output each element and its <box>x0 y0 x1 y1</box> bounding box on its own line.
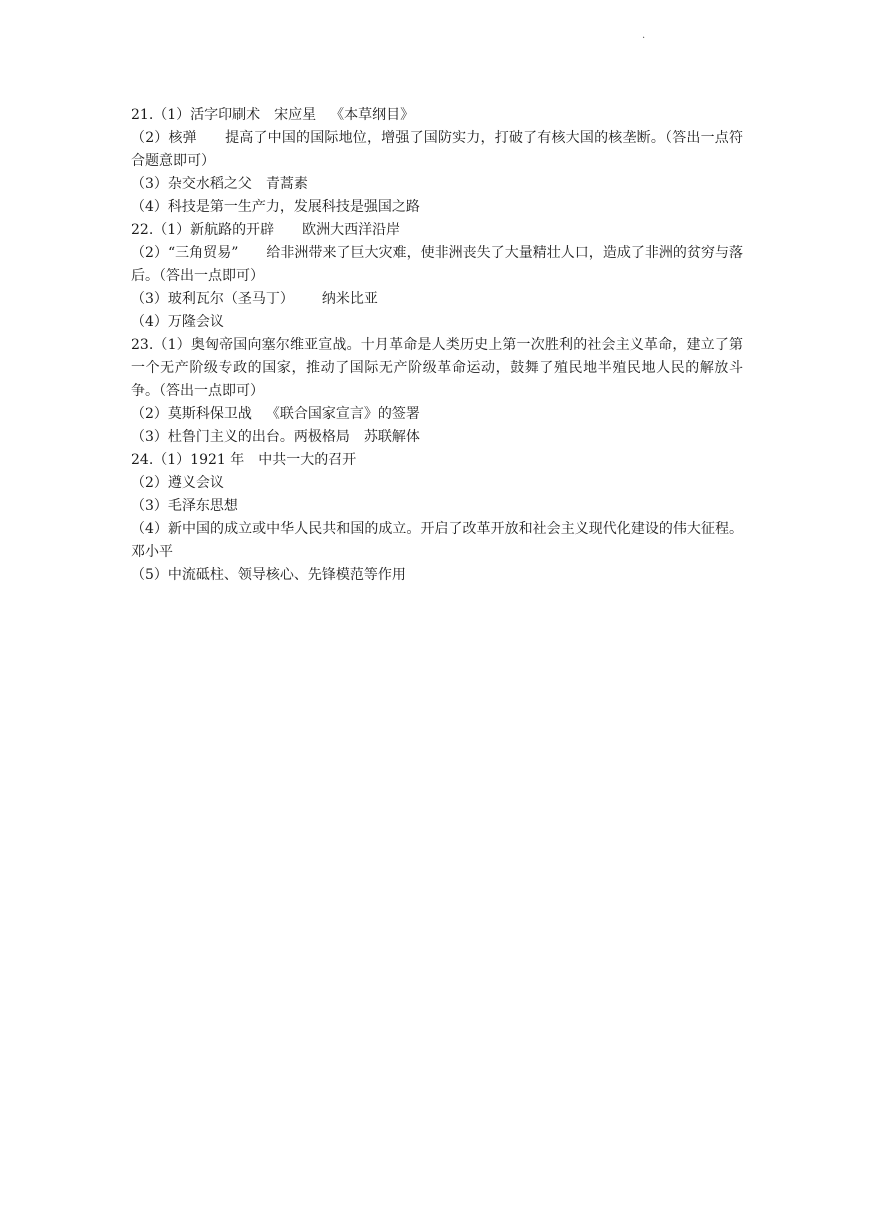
q24-part5: （5）中流砥柱、领导核心、先锋模范等作用 <box>131 567 406 583</box>
answer-key-body <box>131 104 743 587</box>
q24-part1 <box>131 449 743 472</box>
q21-part2-label: （2）核弹 <box>131 130 197 146</box>
q23-part2-answer: 《联合国家宣言》的签署 <box>265 406 420 422</box>
q21-part1-label: 21.（1）活字印刷术 <box>131 107 261 123</box>
q24-part2: （2）遵义会议 <box>131 475 224 491</box>
q24-part1-label: 24.（1）1921 年 <box>131 452 245 468</box>
q21-part2-answer: 提高了中国的国际地位，增强了国防实力，打破了有核大国的核垄断。（答出一点符合题意即可） <box>131 130 743 169</box>
q21-part4: （4）科技是第一生产力，发展科技是强国之路 <box>131 199 420 215</box>
q22-part3-label: （3）玻利瓦尔（圣马丁） <box>131 291 294 307</box>
q21-part1-answer-b: 宋应星 <box>274 107 317 123</box>
q23-part3-label: （3）杜鲁门主义的出台。两极格局 <box>131 429 350 445</box>
q22-part3 <box>131 288 743 311</box>
q23-part2-label: （2）莫斯科保卫战 <box>131 406 252 422</box>
q22-part1 <box>131 219 743 242</box>
q22-part1-label: 22.（1）新航路的开辟 <box>131 222 275 238</box>
q22-part4: （4）万隆会议 <box>131 314 224 330</box>
q21-part2 <box>131 127 743 173</box>
q22-part1-answer: 欧洲大西洋沿岸 <box>302 222 401 238</box>
q21-part3-answer: 青蒿素 <box>265 176 308 192</box>
header-mark: . <box>642 30 646 41</box>
q22-part2-label: （2）“三角贸易” <box>131 245 239 261</box>
q22-part2-answer: 给非洲带来了巨大灾难，使非洲丧失了大量精壮人口，造成了非洲的贫穷与落后。（答出一点即可） <box>131 245 743 284</box>
q21-part3-label: （3）杂交水稻之父 <box>131 176 252 192</box>
q24-part3: （3）毛泽东思想 <box>131 498 238 514</box>
q24-part1-answer: 中共一大的召开 <box>258 452 357 468</box>
q23-part1: 23.（1）奥匈帝国向塞尔维亚宣战。十月革命是人类历史上第一次胜利的社会主义革命，建立了第一个无产阶级专政的国家，推动了国际无产阶级革命运动，鼓舞了殖民地半殖民地人民的解放斗争。（答出一点即可） <box>131 337 743 399</box>
q24-part4: （4）新中国的成立或中华人民共和国的成立。开启了改革开放和社会主义现代化建设的伟大征程。邓小平 <box>131 521 743 560</box>
q21-part3 <box>131 173 743 196</box>
q22-part3-answer: 纳米比亚 <box>321 291 378 307</box>
q23-part2 <box>131 403 743 426</box>
q23-part3 <box>131 426 743 449</box>
q21-part1-answer-c: 《本草纲目》 <box>330 107 415 123</box>
q23-part3-answer: 苏联解体 <box>363 429 420 445</box>
q21-part1 <box>131 104 743 127</box>
q22-part2 <box>131 242 743 288</box>
